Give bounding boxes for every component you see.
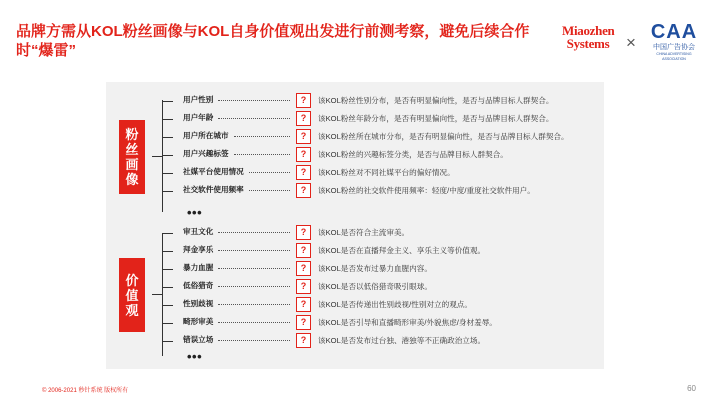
category-char: 丝 bbox=[125, 142, 139, 157]
criteria-row bbox=[0, 182, 720, 200]
question-mark-icon: ? bbox=[296, 93, 311, 108]
criteria-description: 该KOL是否发布过暴力血腥内容。 bbox=[318, 264, 432, 273]
criteria-label: 暴力血腥 bbox=[183, 263, 214, 272]
criteria-description: 该KOL是否引导和直播畸形审美/外貌焦虑/身材羞辱。 bbox=[318, 318, 497, 327]
criteria-description: 该KOL粉丝的社交软件使用频率：轻度/中度/重度社交软件用户。 bbox=[318, 186, 535, 195]
caa-logo bbox=[646, 21, 702, 62]
caa-logo-en: CHINA ADVERTISING ASSOCIATION bbox=[656, 52, 692, 61]
question-mark-icon: ? bbox=[296, 315, 311, 330]
criteria-row bbox=[0, 296, 720, 314]
criteria-description: 该KOL粉丝年龄分布，是否有明显偏向性，是否与品牌目标人群契合。 bbox=[318, 114, 554, 123]
criteria-row bbox=[0, 224, 720, 242]
criteria-label: 用户年龄 bbox=[183, 113, 214, 122]
leader-dots bbox=[218, 304, 290, 305]
page-number: 60 bbox=[687, 384, 696, 393]
leader-dots bbox=[218, 286, 290, 287]
question-mark-icon: ? bbox=[296, 225, 311, 240]
leader-dots bbox=[218, 118, 290, 119]
miaozhen-logo-line1: Miaozhen bbox=[562, 23, 615, 38]
category-char: 像 bbox=[125, 172, 139, 187]
question-mark-icon: ? bbox=[296, 129, 311, 144]
question-mark-icon: ? bbox=[296, 279, 311, 294]
criteria-label: 用户性别 bbox=[183, 95, 214, 104]
criteria-label: 审丑文化 bbox=[183, 227, 214, 236]
category-char: 值 bbox=[125, 287, 139, 303]
criteria-description: 该KOL是否在直播拜金主义、享乐主义等价值观。 bbox=[318, 246, 486, 255]
leader-dots bbox=[218, 322, 290, 323]
leader-dots bbox=[249, 190, 290, 191]
criteria-row bbox=[0, 146, 720, 164]
more-ellipsis: ••• bbox=[187, 349, 203, 364]
criteria-row bbox=[0, 164, 720, 182]
category-char: 粉 bbox=[125, 127, 139, 142]
category-char: 观 bbox=[125, 302, 139, 318]
criteria-description: 该KOL是否符合主流审美。 bbox=[318, 228, 410, 237]
criteria-row bbox=[0, 278, 720, 296]
criteria-label: 低俗猎奇 bbox=[183, 281, 214, 290]
category-char: 价 bbox=[125, 272, 139, 288]
criteria-row bbox=[0, 332, 720, 350]
criteria-label: 错误立场 bbox=[183, 335, 214, 344]
criteria-description: 该KOL粉丝性别分布，是否有明显偏向性，是否与品牌目标人群契合。 bbox=[318, 96, 554, 105]
leader-dots bbox=[218, 232, 290, 233]
criteria-description: 该KOL是否传递出性别歧视/性别对立的观点。 bbox=[318, 300, 472, 309]
criteria-label: 性别歧视 bbox=[183, 299, 214, 308]
criteria-description: 该KOL是否以低俗猎奇吸引眼球。 bbox=[318, 282, 432, 291]
question-mark-icon: ? bbox=[296, 333, 311, 348]
more-ellipsis: ••• bbox=[187, 205, 203, 220]
copyright: © 2006-2021 秒针系统 版权所有 bbox=[42, 388, 129, 394]
criteria-row bbox=[0, 242, 720, 260]
criteria-label: 社交软件使用频率 bbox=[183, 185, 244, 194]
criteria-label: 拜金享乐 bbox=[183, 245, 214, 254]
logo-separator: × bbox=[626, 33, 636, 52]
leader-dots bbox=[234, 136, 290, 137]
category-char: 画 bbox=[125, 157, 139, 172]
criteria-label: 用户兴趣标签 bbox=[183, 149, 229, 158]
criteria-label: 社媒平台使用情况 bbox=[183, 167, 244, 176]
criteria-description: 该KOL粉丝所在城市分布，是否有明显偏向性，是否与品牌目标人群契合。 bbox=[318, 132, 569, 141]
leader-dots bbox=[218, 100, 290, 101]
question-mark-icon: ? bbox=[296, 111, 311, 126]
criteria-description: 该KOL粉丝对不同社媒平台的偏好情况。 bbox=[318, 168, 455, 177]
miaozhen-logo-line2: Systems bbox=[566, 36, 610, 51]
criteria-row bbox=[0, 314, 720, 332]
leader-dots bbox=[218, 340, 290, 341]
leader-dots bbox=[218, 268, 290, 269]
caa-logo-mark: CAA bbox=[650, 21, 698, 43]
criteria-description: 该KOL粉丝的兴趣标签分类，是否与品牌目标人群契合。 bbox=[318, 150, 508, 159]
caa-logo-cn: 中国广告协会 bbox=[653, 44, 695, 51]
criteria-description: 该KOL是否发布过台独、港独等不正确政治立场。 bbox=[318, 336, 486, 345]
question-mark-icon: ? bbox=[296, 261, 311, 276]
criteria-label: 畸形审美 bbox=[183, 317, 214, 326]
miaozhen-logo bbox=[562, 24, 614, 50]
question-mark-icon: ? bbox=[296, 183, 311, 198]
criteria-row bbox=[0, 128, 720, 146]
question-mark-icon: ? bbox=[296, 147, 311, 162]
page-title: 品牌方需从KOL粉丝画像与KOL自身价值观出发进行前测考察，避免后续合作时“爆雷” bbox=[16, 23, 530, 59]
criteria-row bbox=[0, 92, 720, 110]
leader-dots bbox=[249, 172, 290, 173]
leader-dots bbox=[234, 154, 290, 155]
criteria-label: 用户所在城市 bbox=[183, 131, 229, 140]
question-mark-icon: ? bbox=[296, 165, 311, 180]
question-mark-icon: ? bbox=[296, 243, 311, 258]
criteria-row bbox=[0, 260, 720, 278]
question-mark-icon: ? bbox=[296, 297, 311, 312]
criteria-row bbox=[0, 110, 720, 128]
leader-dots bbox=[218, 250, 290, 251]
